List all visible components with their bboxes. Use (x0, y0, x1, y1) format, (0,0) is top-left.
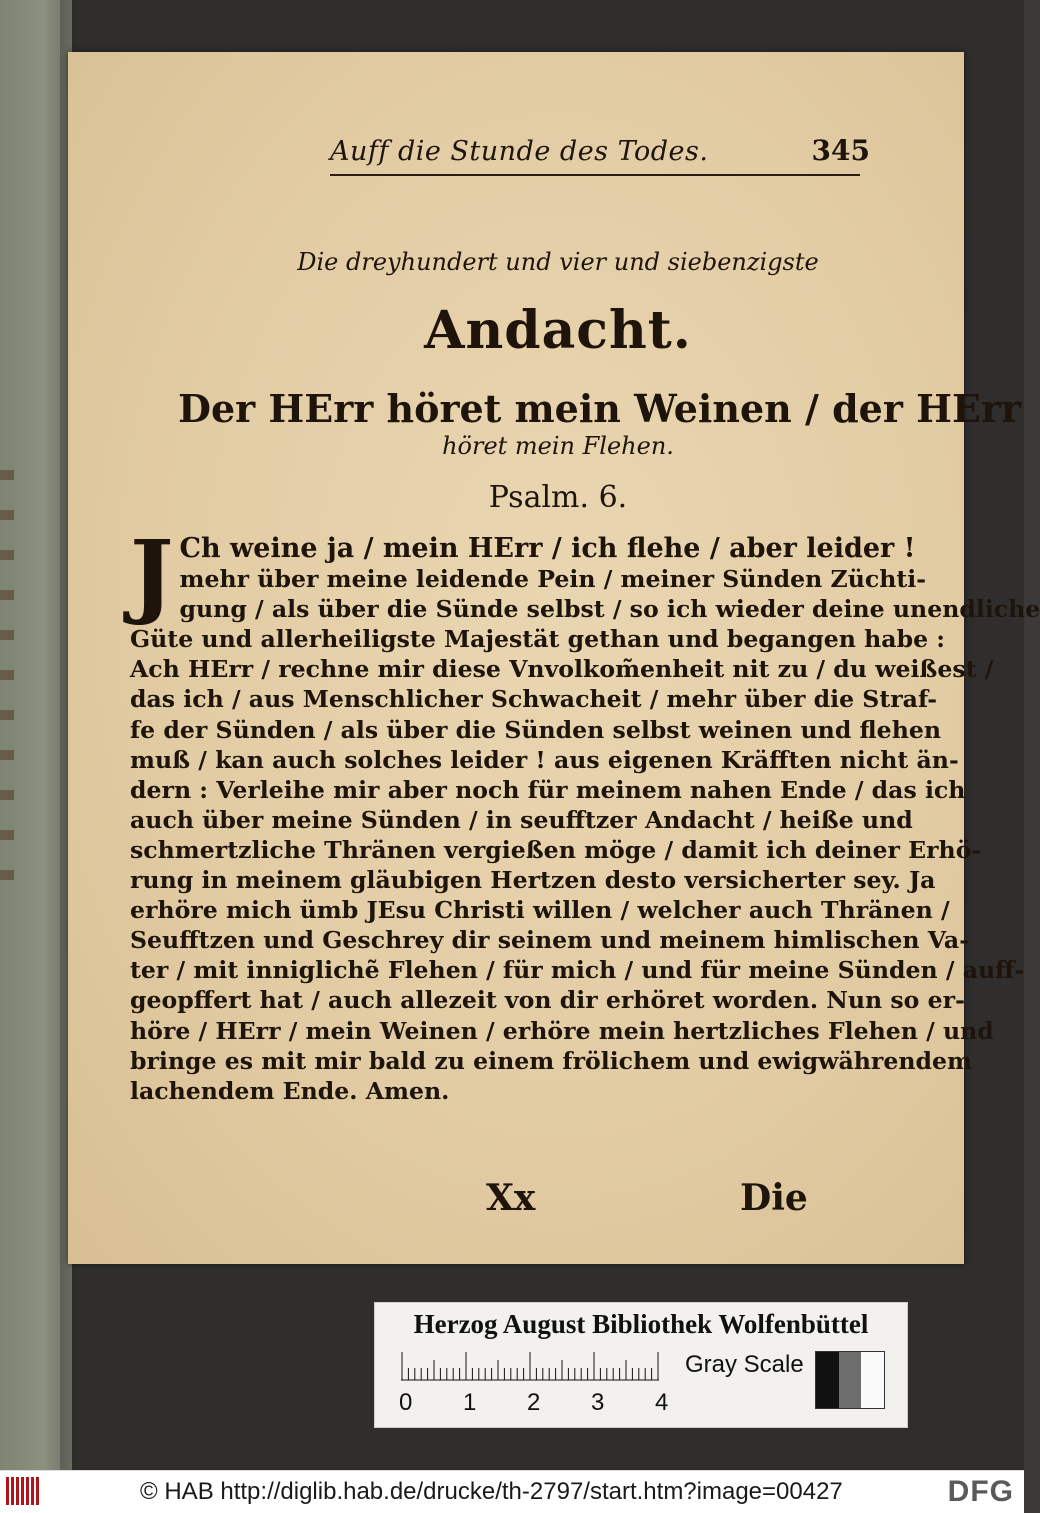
drop-cap: J (130, 520, 174, 628)
ruler-label: 1 (463, 1389, 477, 1416)
gray-patch-mid (839, 1352, 862, 1408)
body-line: mehr über meine leidende Pein / meiner Sünden Züchti- (179, 565, 927, 594)
library-label-card (374, 1302, 908, 1428)
footer-bar (0, 1470, 1024, 1513)
ruler-label: 0 (399, 1389, 413, 1416)
body-line: höre / HErr / mein Weinen / erhöre mein hertzliches Flehen / und (130, 1016, 994, 1045)
running-head-rule (330, 174, 860, 176)
ruler-label: 4 (655, 1389, 669, 1416)
body-line: geopffert hat / auch allezeit von dir erhöret worden. Nun so er- (130, 986, 965, 1015)
motto-line-1: Der HErr höret mein Weinen / der HErr (178, 386, 1022, 431)
body-line: Güte und allerheiligste Majestät gethan und begangen habe : (130, 625, 946, 654)
gray-patch-white (861, 1352, 884, 1408)
scale-ruler (401, 1351, 659, 1381)
footer-copyright: © HAB http://diglib.hab.de/drucke/th-2797/start.htm?image=00427 (140, 1478, 843, 1505)
ruler-label: 3 (591, 1389, 605, 1416)
body-line: bringe es mit mir bald zu einem frölichem und ewigwährendem (130, 1046, 973, 1075)
body-line: gung / als über die Sünde selbst / so ich wieder deine unendliche (179, 595, 1040, 624)
body-line: Ach HErr / rechne mir diese Vnvolkom̃enheit nit zu / du weißest / (130, 655, 994, 684)
body-line: fe der Sünden / als über die Sünden selbst weinen und flehen (130, 715, 942, 744)
signature-mark: Xx (486, 1177, 536, 1219)
body-line: dern : Verleihe mir aber noch für meinem nahen Ende / das ich (130, 775, 966, 804)
body-line: auch über meine Sünden / in seufftzer Andacht / heiße und (130, 805, 913, 834)
book-page (68, 52, 1040, 1264)
edge-marks (0, 470, 14, 890)
body-line: erhöre mich ümb JEsu Christi willen / welcher auch Thränen / (130, 896, 950, 925)
ruler-label: 2 (527, 1389, 541, 1416)
gray-scale-label: Gray Scale (685, 1351, 804, 1378)
running-head (330, 134, 870, 174)
running-head-text: Auff die Stunde des Todes. (330, 136, 709, 167)
body-line: ter / mit inniglichẽ Flehen / für mich / und für meine Sünden / auff- (130, 956, 1025, 985)
gray-patch-black (816, 1352, 839, 1408)
catchword: Die (740, 1177, 808, 1219)
body-line: lachendem Ende. Amen. (130, 1076, 450, 1105)
psalm-reference: Psalm. 6. (488, 480, 628, 515)
body-line: rung in meinem gläubigen Hertzen desto versicherter sey. Ja (130, 866, 936, 895)
gray-scale-swatch (815, 1351, 885, 1409)
body-line: Seufftzen und Geschrey dir seinem und meinem himlischen Va- (130, 926, 970, 955)
body-line: muß / kan auch solches leider ! aus eigenen Kräfften nicht än- (130, 745, 959, 774)
page-number: 345 (811, 134, 870, 167)
library-name: Herzog August Bibliothek Wolfenbüttel (413, 1309, 869, 1339)
motto-line-2: höret mein Flehen. (442, 432, 674, 460)
ruler-labels (393, 1389, 683, 1419)
prayer-body (130, 520, 1040, 1106)
dfg-logo: DFG (947, 1475, 1014, 1508)
page-title: Andacht. (424, 300, 692, 361)
body-line: schmertzliche Thränen vergießen möge / damit ich deiner Erhö- (130, 835, 982, 864)
hab-logo-icon (6, 1477, 40, 1505)
body-line: Ch weine ja / mein HErr / ich flehe / aber leider ! (179, 533, 916, 564)
body-line: das ich / aus Menschlicher Schwacheit / mehr über die Straf- (130, 685, 938, 714)
subheading: Die dreyhundert und vier und siebenzigste (297, 248, 819, 276)
